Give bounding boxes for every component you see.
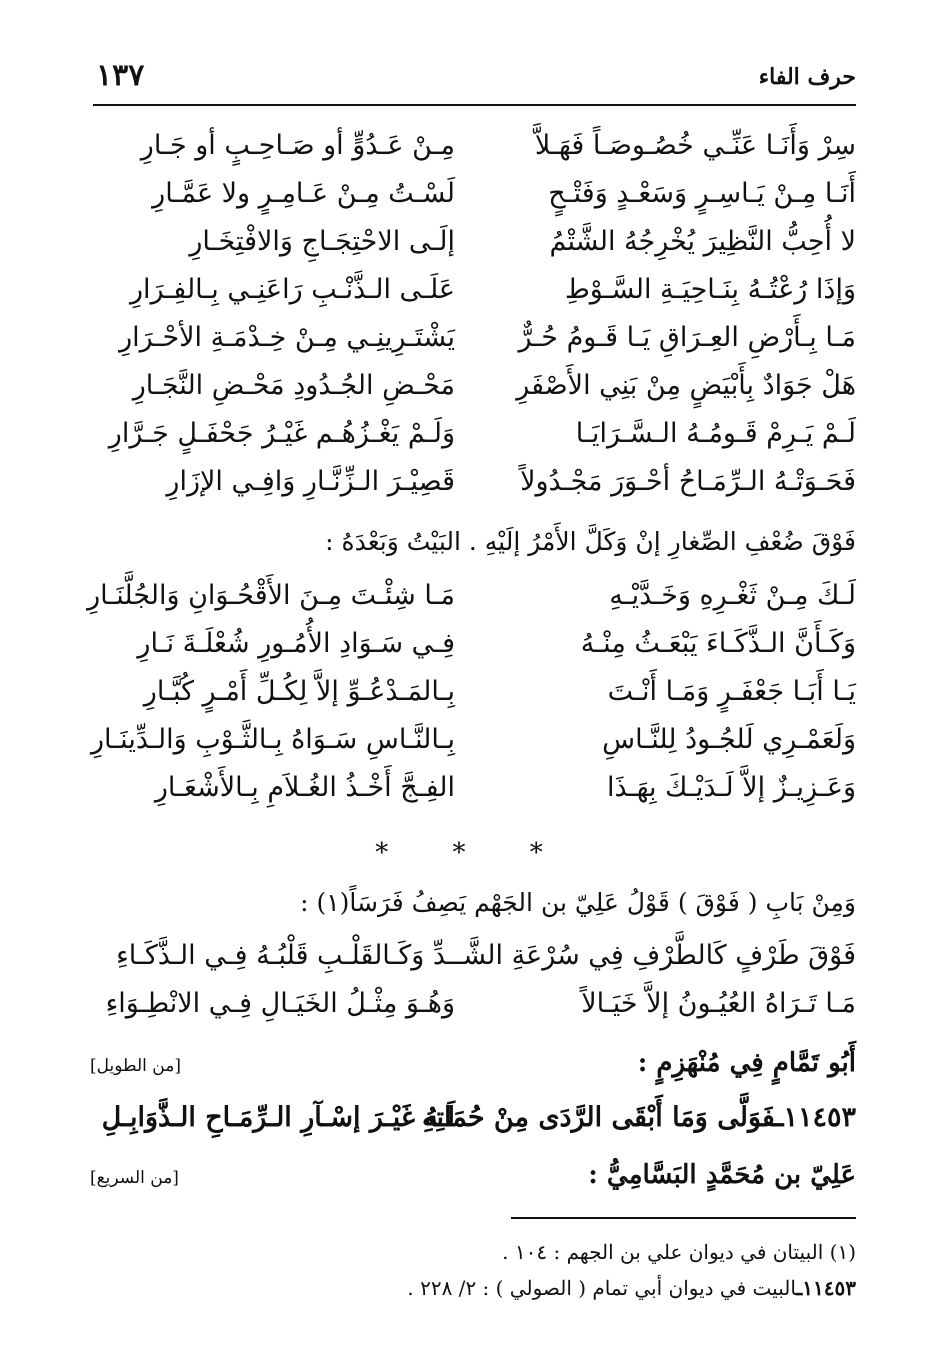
verse-line bbox=[90, 274, 856, 324]
verse-first-hemistich: سِرْ وَأَنَـا عَنِّـي خُصُـوصَـاً فَهَـلاَّ bbox=[534, 130, 856, 161]
footnote bbox=[90, 1276, 856, 1300]
verse-line bbox=[90, 130, 856, 180]
verse-second-hemistich: مِـنْ عَـدُوٍّ أو صَـاحِـبٍ أو جَـارِ bbox=[140, 130, 455, 161]
verse-line bbox=[90, 466, 856, 516]
meter-label: [من الطويل] bbox=[90, 1056, 181, 1076]
numbered-verse bbox=[90, 1102, 856, 1152]
verse-first-hemistich: وَإذَا رُعْتُـهُ بِنَـاحِيَـةِ السَّـوْطِ bbox=[564, 274, 856, 305]
verse-number: ١١٤٥٣ـ bbox=[775, 1102, 856, 1133]
verse-first-hemistich: يَـا أَبَـا جَعْفَـرٍ وَمَـا أَنْـتَ bbox=[607, 676, 856, 707]
verse-line bbox=[90, 226, 856, 276]
section-separator-stars: * * * bbox=[375, 838, 571, 868]
poet-attribution: عَلِيّ بن مُحَمَّدٍ البَسَّامِيُّ : bbox=[588, 1160, 856, 1190]
verse-line bbox=[90, 628, 856, 678]
verse-first-hemistich: مَـا تَـرَاهُ العُيُـونُ إلاَّ خَيَـالاً bbox=[581, 988, 856, 1019]
running-head: حرف الفاء bbox=[758, 64, 856, 90]
poet-attribution: أَبُو تَمَّامٍ فِي مُنْهَزِمٍ : bbox=[637, 1048, 856, 1078]
verse-line bbox=[90, 940, 856, 990]
verse-second-hemistich: بِـالمَـدْعُـوِّ إلاَّ لِكُـلِّ أَمْـرٍ كُبَّـارِ bbox=[143, 676, 455, 707]
verse-first-hemistich: وَلَعَمْـرِي لَلجُـودُ لِلنَّـاسِ bbox=[602, 724, 856, 755]
verse-first-hemistich: لَـكَ مِـنْ ثَغْـرِهِ وَخَـدَّيْـهِ bbox=[609, 580, 856, 611]
verse-second-hemistich: ـدِّ وَكَـالقَلْـبِ قَلْبُـهُ فِـي الـذَّكَـاءِ bbox=[116, 940, 455, 971]
verse-first-hemistich: فَوْقَ طَرْفٍ كَالطَّرْفِ فِي سُرْعَةِ الشَّـ bbox=[455, 940, 856, 971]
verse-line bbox=[90, 724, 856, 774]
verse-first-hemistich: لَـمْ يَـرِمْ قَـومُـهُ الـسَّـرَايَـا bbox=[575, 418, 856, 449]
verse-first-hemistich: مَـا بِـأَرْضِ العِـرَاقِ يَـا قَـومُ حُـرٌّ bbox=[518, 322, 856, 353]
verse-second-hemistich: مَحْـضِ الجُـدُودِ مَحْـضِ النَّجَـارِ bbox=[132, 370, 455, 401]
verse-line bbox=[90, 988, 856, 1038]
verse-first-hemistich: هَلْ جَوَادٌ بِأَبْيَضٍ مِنْ بَنِي الأَصْفَرِ bbox=[516, 370, 856, 401]
verse-second-hemistich: لَـهُ غَيْـرَ إسْـآرِ الـرِّمَـاحِ الـذَّوَابِـلِ bbox=[101, 1102, 455, 1133]
verse-line bbox=[90, 772, 856, 822]
verse-first-hemistich: وَعَـزِيـزٌ إلاَّ لَـدَيْـكَ بِهَـذَا bbox=[607, 772, 856, 803]
verse-first-hemistich-text: فَوَلَّى وَمَا أَبْقَى الرَّدَى مِنْ حُمَاتِهِ bbox=[422, 1102, 776, 1133]
verse-first-hemistich: فَحَـوَتْـهُ الـرِّمَـاحُ أحْـوَرَ مَجْـدُولاً bbox=[520, 466, 856, 497]
footnote: (١) البيتان في ديوان علي بن الجهم : ١٠٤ . bbox=[502, 1240, 856, 1264]
verse-first-hemistich bbox=[422, 1102, 856, 1133]
prose-line: فَوْقَ ضُعْفِ الصِّغارِ إنْ وَكَلَّ الأَمْرُ إلَيْهِ . البَيْتُ وَبَعْدَهُ : bbox=[325, 527, 856, 556]
verse-line bbox=[90, 676, 856, 726]
verse-second-hemistich: وَهُـوَ مِثْـلُ الخَيَـالِ فِـي الانْطِـوَاءِ bbox=[105, 988, 455, 1019]
verse-line bbox=[90, 370, 856, 420]
prose-line: وَمِنْ بَابِ ( فَوْقَ ) قَوْلُ عَلِيّ بن الجَهْم يَصِفُ فَرَسَاً(١) : bbox=[300, 888, 856, 917]
verse-second-hemistich: لَسْـتُ مِـنْ عَـامِـرٍ ولا عَمَّـارِ bbox=[152, 178, 455, 209]
verse-line bbox=[90, 418, 856, 468]
verse-second-hemistich: بِـالنَّـاسِ سَـوَاهُ بِـالثَّـوْبِ وَالـدِّينَـارِ bbox=[91, 724, 455, 755]
verse-first-hemistich: أَنَـا مِـنْ يَـاسِـرٍ وَسَعْـدٍ وَفَتْـحٍ bbox=[548, 178, 856, 209]
verse-line bbox=[90, 322, 856, 372]
verse-second-hemistich: الفِـجَّ أَخْـذُ الغُـلاَمِ بِـالأَشْعَـارِ bbox=[154, 772, 455, 803]
verse-second-hemistich: يَشْتَـرِينِـي مِـنْ خِـدْمَـةِ الأحْـرَارِ bbox=[119, 322, 455, 353]
verse-line bbox=[87, 580, 856, 630]
verse-second-hemistich: مَـا شِئْـتَ مِـنَ الأَقْحُـوَانِ وَالجُلَّنَـارِ bbox=[87, 580, 455, 611]
verse-line bbox=[90, 178, 856, 228]
verse-second-hemistich: وَلَـمْ يَغْـزُهُـم غَيْـرُ جَحْفَـلٍ جَـرَّارِ bbox=[108, 418, 455, 449]
header-rule bbox=[93, 104, 856, 106]
verse-second-hemistich: فِـي سَـوَادِ الأُمُـورِ شُعْلَـةَ نَـارِ bbox=[137, 628, 455, 659]
page-header bbox=[96, 58, 856, 98]
footnote-text: البيت في ديوان أبي تمام ( الصولي ) : ٢/ ٢٢٨ . bbox=[407, 1276, 797, 1300]
footnote-number: ١١٤٥٣ـ bbox=[796, 1276, 856, 1300]
footnote-rule bbox=[511, 1217, 856, 1219]
verse-first-hemistich: لا أُحِبُّ النَّظِيرَ يُخْرِجُهُ الشَّتْمُ bbox=[549, 226, 856, 257]
verse-second-hemistich: إلَـى الاحْتِجَـاجِ وَالافْتِخَـارِ bbox=[189, 226, 455, 257]
verse-second-hemistich: قَصِيْـرَ الـزِّنَّـارِ وَافِـي الإزَارِ bbox=[166, 466, 455, 497]
page-number: ١٣٧ bbox=[96, 58, 145, 93]
verse-first-hemistich: وَكَـأَنَّ الـذَّكَـاءَ يَبْعَـثُ مِنْـهُ bbox=[580, 628, 856, 659]
meter-label: [من السريع] bbox=[90, 1168, 179, 1188]
verse-second-hemistich: عَلَـى الـذَّنْـبِ رَاعَنِـي بِـالفِـرَارِ bbox=[129, 274, 455, 305]
